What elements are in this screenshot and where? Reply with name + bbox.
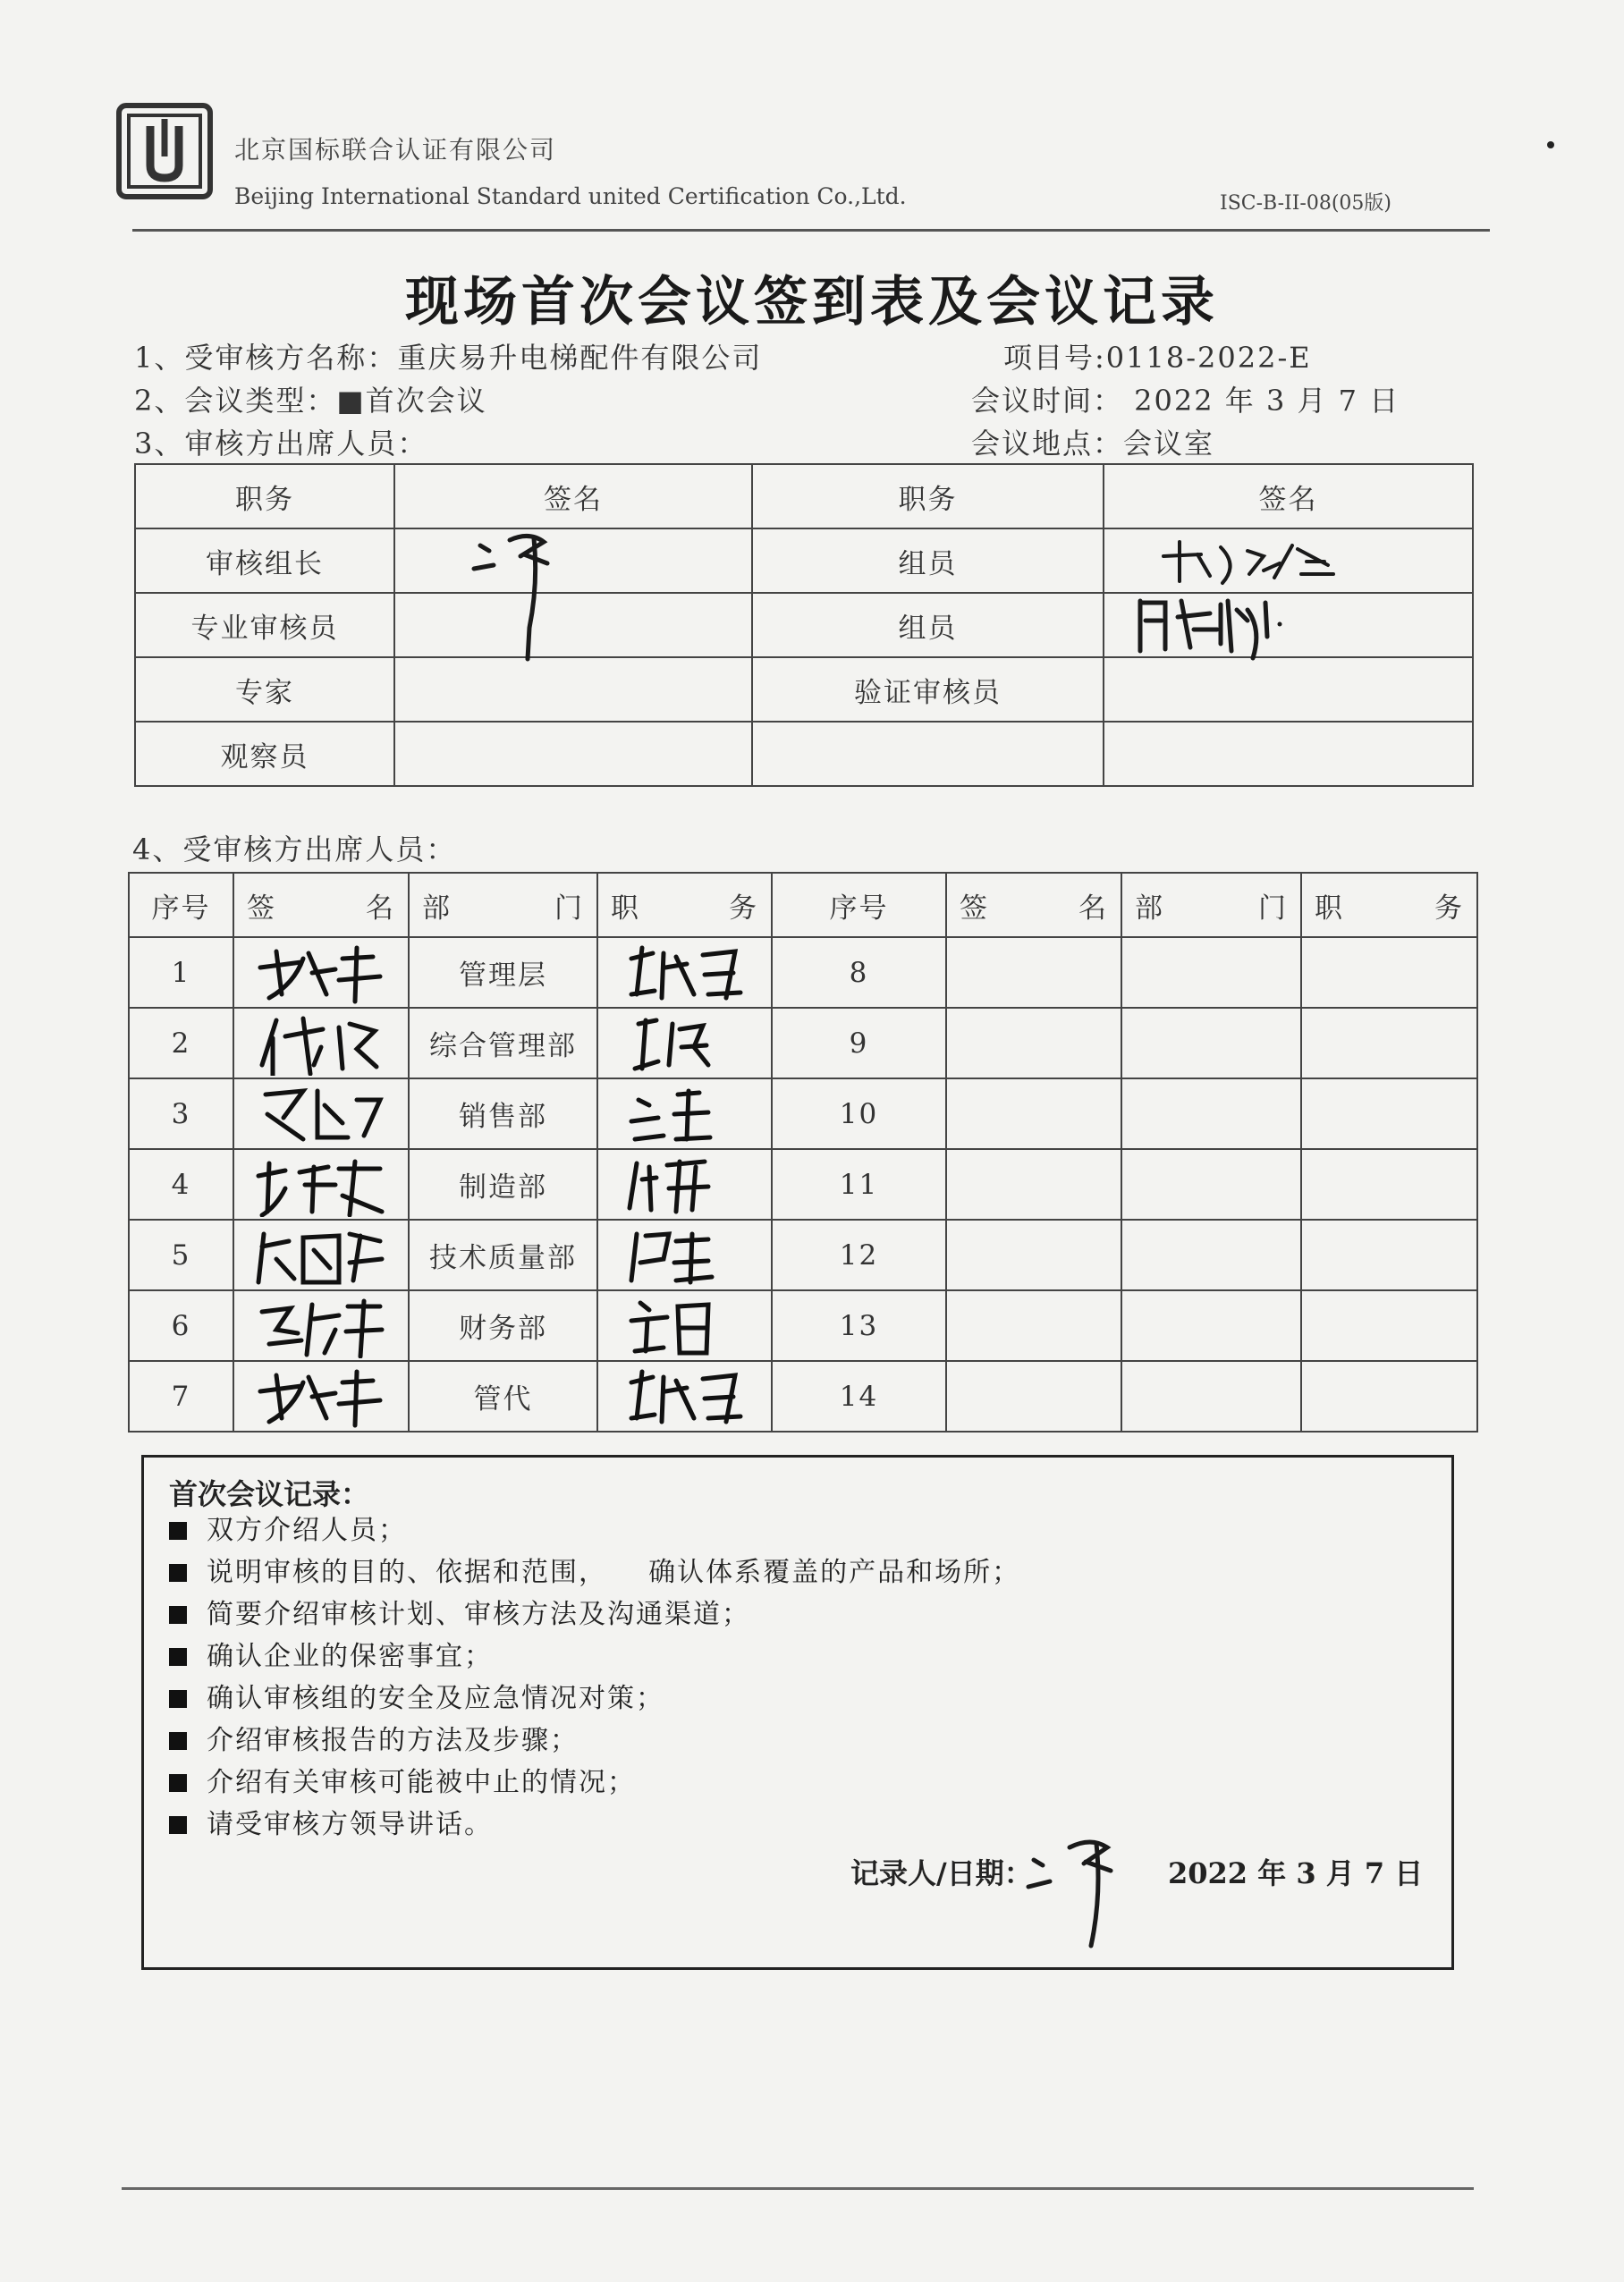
company-name-cn: 北京国标联合认证有限公司 [234, 135, 557, 165]
department-cell: 财务部 [409, 1290, 597, 1361]
department-cell [1121, 1290, 1301, 1361]
signature-cell [1104, 722, 1473, 786]
auditor-table [134, 463, 1474, 787]
table-row [135, 528, 1473, 593]
attendee-signature-cell [233, 1290, 409, 1361]
attendee-signature-cell [233, 1008, 409, 1078]
list-item: 请受审核方领导讲话。 [169, 1804, 1020, 1846]
handwritten-position [622, 1365, 748, 1429]
attendee-signature-cell [946, 1220, 1121, 1290]
square-bullet-icon [169, 1606, 187, 1624]
attendee-signature-cell [233, 1361, 409, 1432]
handwritten-signature [1104, 529, 1474, 592]
handwritten-position [622, 1223, 748, 1288]
department-cell: 管代 [409, 1361, 597, 1432]
seq-number-cell: 10 [772, 1078, 946, 1149]
role-cell: 组员 [752, 593, 1104, 657]
handwritten-signature [395, 529, 753, 663]
meeting-record-box [141, 1455, 1454, 1970]
role-cell: 专业审核员 [135, 593, 394, 657]
role-cell: 专家 [135, 657, 394, 722]
company-name-en: Beijing International Standard united Certification Co.,Ltd. [234, 183, 907, 209]
form-code: ISC-B-II-08(05版) [1220, 192, 1392, 215]
attendee-signature-cell [946, 1008, 1121, 1078]
department-cell: 销售部 [409, 1078, 597, 1149]
department-cell: 综合管理部 [409, 1008, 597, 1078]
header-sign: 签 名 [233, 873, 409, 937]
table-row [129, 1078, 1477, 1149]
square-bullet-icon [169, 1522, 187, 1540]
square-bullet-icon [169, 1564, 187, 1582]
header-cell: 职务 [135, 464, 394, 528]
seq-number-cell: 11 [772, 1149, 946, 1220]
square-bullet-icon [169, 1732, 187, 1750]
company-logo-icon [116, 103, 213, 199]
signature-cell [394, 722, 752, 786]
table-header-row [135, 464, 1473, 528]
table-row [135, 722, 1473, 786]
table-row [129, 937, 1477, 1008]
header-dept: 部 门 [1121, 873, 1301, 937]
position-cell [597, 1361, 772, 1432]
role-cell: 验证审核员 [752, 657, 1104, 722]
handwritten-signature [250, 1082, 393, 1146]
meeting-time: 会议时间： 2022 年 3 月 7 日 [971, 384, 1400, 418]
handwritten-position [622, 1011, 748, 1076]
table-row [129, 1220, 1477, 1290]
department-cell [1121, 1078, 1301, 1149]
department-cell [1121, 1220, 1301, 1290]
signature-cell [1104, 528, 1473, 593]
signature-cell [394, 657, 752, 722]
attendee-signature-cell [946, 1361, 1121, 1432]
header-role: 职 务 [1301, 873, 1477, 937]
department-cell: 管理层 [409, 937, 597, 1008]
seq-number-cell: 3 [129, 1078, 233, 1149]
header-role: 职 务 [597, 873, 772, 937]
position-cell [597, 1290, 772, 1361]
table-row [129, 1290, 1477, 1361]
position-cell [597, 1220, 772, 1290]
attendee-signature-cell [946, 1149, 1121, 1220]
handwritten-signature [250, 1294, 393, 1358]
attendee-signature-cell [233, 1149, 409, 1220]
footer-divider [122, 2187, 1474, 2190]
position-cell [1301, 1290, 1477, 1361]
project-number: 项目号:0118-2022-E [1003, 341, 1312, 375]
seq-number-cell: 7 [129, 1361, 233, 1432]
department-cell: 制造部 [409, 1149, 597, 1220]
attendee-signature-cell [946, 937, 1121, 1008]
auditor-attendees-label: 3、审核方出席人员： [134, 427, 428, 461]
square-bullet-icon [169, 1774, 187, 1792]
header-dept: 部 门 [409, 873, 597, 937]
seq-number-cell: 2 [129, 1008, 233, 1078]
position-cell [597, 1008, 772, 1078]
list-item: 介绍审核报告的方法及步骤； [169, 1720, 1020, 1762]
handwritten-position [622, 1294, 748, 1358]
handwritten-signature [250, 1011, 393, 1076]
table-row [129, 1008, 1477, 1078]
position-cell [1301, 1361, 1477, 1432]
seq-number-cell: 6 [129, 1290, 233, 1361]
list-item: 简要介绍审核计划、审核方法及沟通渠道； [169, 1593, 1020, 1635]
handwritten-signature [250, 1153, 393, 1217]
table-row [129, 1149, 1477, 1220]
attendee-signature-cell [946, 1290, 1121, 1361]
square-bullet-icon [169, 1816, 187, 1834]
seq-number-cell: 9 [772, 1008, 946, 1078]
table-header-row [129, 873, 1477, 937]
attendee-signature-cell [946, 1078, 1121, 1149]
position-cell [597, 937, 772, 1008]
list-item: 确认企业的保密事宜； [169, 1635, 1020, 1678]
position-cell [597, 1149, 772, 1220]
seq-number-cell: 8 [772, 937, 946, 1008]
handwritten-signature [1104, 594, 1474, 656]
header-no: 序号 [129, 873, 233, 937]
record-title: 首次会议记录： [169, 1477, 370, 1511]
handwritten-position [622, 941, 748, 1005]
attendee-signature-cell [233, 1220, 409, 1290]
recorder-label: 记录人/日期： [850, 1856, 1033, 1890]
seq-number-cell: 13 [772, 1290, 946, 1361]
role-cell: 审核组长 [135, 528, 394, 593]
list-item: 确认审核组的安全及应急情况对策； [169, 1678, 1020, 1720]
attendee-signature-cell [233, 1078, 409, 1149]
signature-cell [1104, 593, 1473, 657]
handwritten-signature [250, 941, 393, 1005]
handwritten-position [622, 1082, 748, 1146]
position-cell [1301, 1078, 1477, 1149]
header-cell: 职务 [752, 464, 1104, 528]
header-sign: 签 名 [946, 873, 1121, 937]
square-bullet-icon [169, 1648, 187, 1666]
speck-mark [1547, 141, 1554, 148]
seq-number-cell: 1 [129, 937, 233, 1008]
signature-cell [1104, 657, 1473, 722]
attendee-table [128, 872, 1478, 1433]
seq-number-cell: 14 [772, 1361, 946, 1432]
header-divider [132, 229, 1490, 232]
list-item: 双方介绍人员； [169, 1509, 1020, 1551]
record-list [169, 1509, 1020, 1846]
meeting-place: 会议地点：会议室 [971, 427, 1215, 461]
department-cell [1121, 1361, 1301, 1432]
position-cell [1301, 1220, 1477, 1290]
role-cell [752, 722, 1104, 786]
meeting-type: 2、会议类型：■首次会议 [134, 384, 487, 418]
position-cell [1301, 937, 1477, 1008]
department-cell [1121, 1008, 1301, 1078]
role-cell: 观察员 [135, 722, 394, 786]
table-row [135, 593, 1473, 657]
position-cell [1301, 1149, 1477, 1220]
table-row [135, 657, 1473, 722]
position-cell [597, 1078, 772, 1149]
square-bullet-icon [169, 1690, 187, 1708]
header-no: 序号 [772, 873, 946, 937]
section-4-title: 4、受审核方出席人员： [132, 833, 457, 866]
table-row [129, 1361, 1477, 1432]
department-cell: 技术质量部 [409, 1220, 597, 1290]
attendee-signature-cell [233, 937, 409, 1008]
record-date: 2022 年 3 月 7 日 [1168, 1856, 1424, 1890]
position-cell [1301, 1008, 1477, 1078]
department-cell [1121, 1149, 1301, 1220]
handwritten-position [622, 1153, 748, 1217]
seq-number-cell: 4 [129, 1149, 233, 1220]
seq-number-cell: 12 [772, 1220, 946, 1290]
role-cell: 组员 [752, 528, 1104, 593]
list-item: 说明审核的目的、依据和范围， 确认体系覆盖的产品和场所； [169, 1551, 1020, 1593]
header-cell: 签名 [394, 464, 752, 528]
handwritten-signature [250, 1223, 393, 1288]
header-cell: 签名 [1104, 464, 1473, 528]
seq-number-cell: 5 [129, 1220, 233, 1290]
auditee-name: 1、受审核方名称：重庆易升电梯配件有限公司 [134, 341, 763, 375]
list-item: 介绍有关审核可能被中止的情况； [169, 1762, 1020, 1804]
department-cell [1121, 937, 1301, 1008]
handwritten-signature [250, 1365, 393, 1429]
recorder-signature [1025, 1824, 1159, 1949]
signature-cell [394, 528, 752, 593]
document-title: 现场首次会议签到表及会议记录 [405, 271, 1219, 334]
